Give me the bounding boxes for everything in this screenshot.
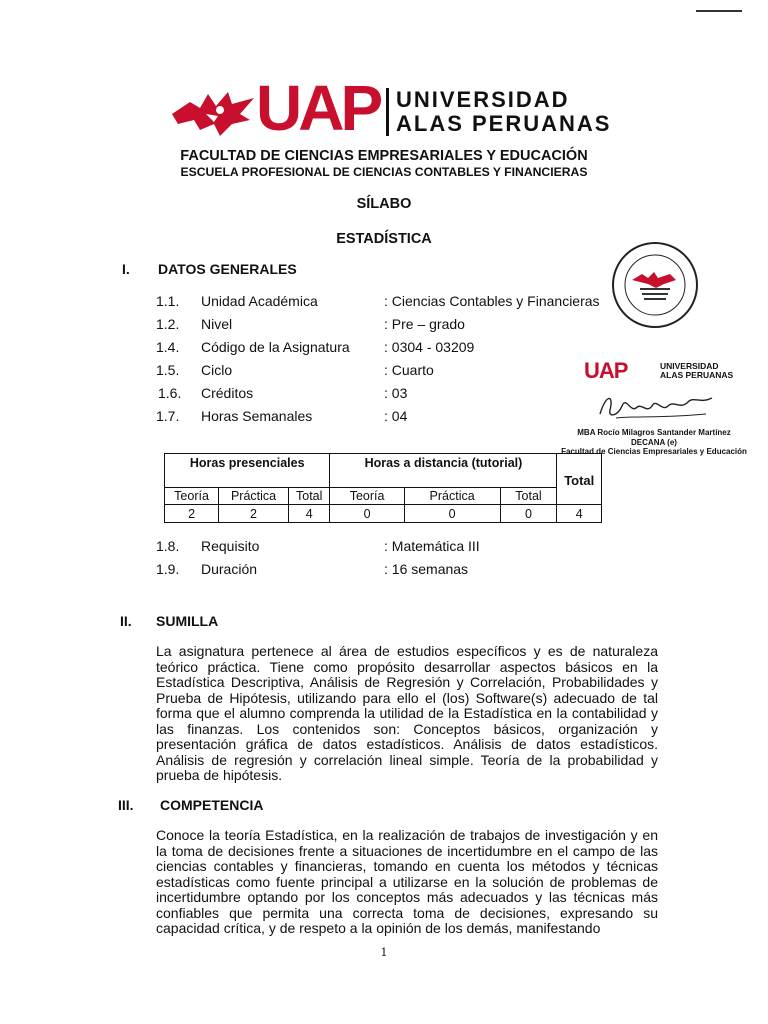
document-type-heading: SÍLABO	[356, 196, 412, 212]
logo-university-name	[396, 88, 611, 136]
row-number: 1.1.	[156, 293, 180, 309]
section-number: II.	[120, 613, 132, 629]
table-cell: 0	[404, 505, 500, 523]
course-title: ESTADÍSTICA	[336, 231, 432, 247]
col-teoria: Teoría	[330, 487, 404, 505]
row-value: : Cuarto	[384, 362, 434, 378]
row-number: 1.5.	[156, 362, 180, 378]
row-number: 1.4.	[156, 339, 180, 355]
col-teoria: Teoría	[165, 487, 219, 505]
logo-line-1: UNIVERSIDAD	[396, 87, 570, 112]
section-number: I.	[122, 261, 130, 277]
row-number: 1.6.	[158, 385, 182, 401]
row-value: : 03	[384, 385, 408, 401]
row-number: 1.8.	[156, 538, 180, 554]
row-label: Duración	[201, 561, 258, 577]
row-number: 1.2.	[156, 316, 180, 332]
table-cell: 4	[288, 505, 330, 523]
signatory-role: DECANA (e)	[631, 438, 677, 447]
seal-icon	[610, 240, 700, 330]
section-title: DATOS GENERALES	[158, 261, 297, 277]
table-cell: 4	[557, 505, 602, 523]
row-value: : 0304 - 03209	[384, 339, 475, 355]
university-logo	[170, 72, 612, 144]
signatory-name: MBA Rocío Milagros Santander Martínez	[577, 428, 731, 437]
section-datos-generales	[122, 261, 422, 279]
row-number: 1.7.	[156, 408, 180, 424]
table-cell: 2	[219, 505, 289, 523]
col-practica: Práctica	[404, 487, 500, 505]
row-value: : 16 semanas	[384, 561, 469, 577]
header-presenciales: Horas presenciales	[165, 454, 330, 488]
section-sumilla	[120, 613, 420, 631]
handwritten-signature-icon	[596, 388, 716, 424]
row-label: Créditos	[201, 385, 254, 401]
condor-emblem-icon	[170, 84, 256, 140]
col-total: Total	[500, 487, 557, 505]
page-edge-mark	[696, 10, 742, 12]
logo-divider	[386, 88, 389, 136]
competencia-paragraph: Conoce la teoría Estadística, en la realización de trabajos de investigación y en la toma de decisiones frente a situaciones de incertidumbre en el campo de las ciencias contables y financieras, tomando en cuenta los métodos y técnicas estadísticas como fuente principal a utilizarse en la solución de problemas de incertidumbre optando por los conceptos más adecuados y las técnicas más confiables que permita una correcta toma de decisiones, expresando su capacidad crítica, y de respeto a la opinión de los demás, manifestando	[156, 827, 658, 936]
row-label: Horas Semanales	[201, 408, 313, 424]
signature-logo-brand: UAP	[584, 358, 628, 383]
logo-brand: UAP	[256, 72, 380, 144]
row-number: 1.9.	[156, 561, 180, 577]
header-total: Total	[557, 454, 602, 505]
section-competencia	[118, 797, 418, 815]
row-label: Requisito	[201, 538, 260, 554]
table-cell: 2	[165, 505, 219, 523]
signature-logo-line-2: ALAS PERUANAS	[660, 370, 734, 380]
hours-table	[164, 453, 602, 523]
row-label: Nivel	[201, 316, 233, 332]
dean-signature-block	[540, 358, 768, 458]
signature-logo-line-1: UNIVERSIDAD	[660, 361, 719, 371]
logo-line-2: ALAS PERUANAS	[396, 111, 612, 136]
row-label: Código de la Asignatura	[201, 339, 350, 355]
section-title: SUMILLA	[156, 613, 219, 629]
section-title: COMPETENCIA	[160, 797, 264, 813]
page-number: 1	[380, 946, 388, 959]
row-label: Unidad Académica	[201, 293, 318, 309]
faculty-heading: FACULTAD DE CIENCIAS EMPRESARIALES Y EDUCACIÓN	[180, 148, 588, 164]
school-heading: ESCUELA PROFESIONAL DE CIENCIAS CONTABLES Y FINANCIERAS	[180, 165, 588, 179]
col-practica: Práctica	[219, 487, 289, 505]
section-number: III.	[118, 797, 134, 813]
header-distancia: Horas a distancia (tutorial)	[330, 454, 557, 488]
row-value: : 04	[384, 408, 408, 424]
signatory-faculty: Facultad de Ciencias Empresariales y Educación	[561, 447, 747, 456]
col-total: Total	[288, 487, 330, 505]
row-value: : Ciencias Contables y Financieras	[384, 293, 600, 309]
table-cell: 0	[330, 505, 404, 523]
row-label: Ciclo	[201, 362, 233, 378]
sumilla-paragraph: La asignatura pertenece al área de estudios específicos y es de naturaleza teórico práctica. Tiene como propósito desarrollar aspectos básicos en la Estadística Descriptiva, Análisis de Regresión y Correlación, Probabilidades y Prueba de Hipótesis, utilizando para ello el (los) Software(s) adecuado de tal forma que el alumno comprenda la utilidad de la Estadística en la contabilidad y las finanzas. Los contenidos son: Conceptos básicos, organización y presentación gráfica de datos estadísticos. Análisis de datos estadísticos. Análisis de regresión y correlación lineal simple. Teoría de la probabilidad y prueba de hipótesis.	[156, 643, 658, 783]
row-value: : Matemática III	[384, 538, 480, 554]
signature-logo-university	[660, 362, 733, 380]
table-cell: 0	[500, 505, 557, 523]
row-value: : Pre – grado	[384, 316, 465, 332]
faculty-seal-stamp	[610, 240, 700, 330]
